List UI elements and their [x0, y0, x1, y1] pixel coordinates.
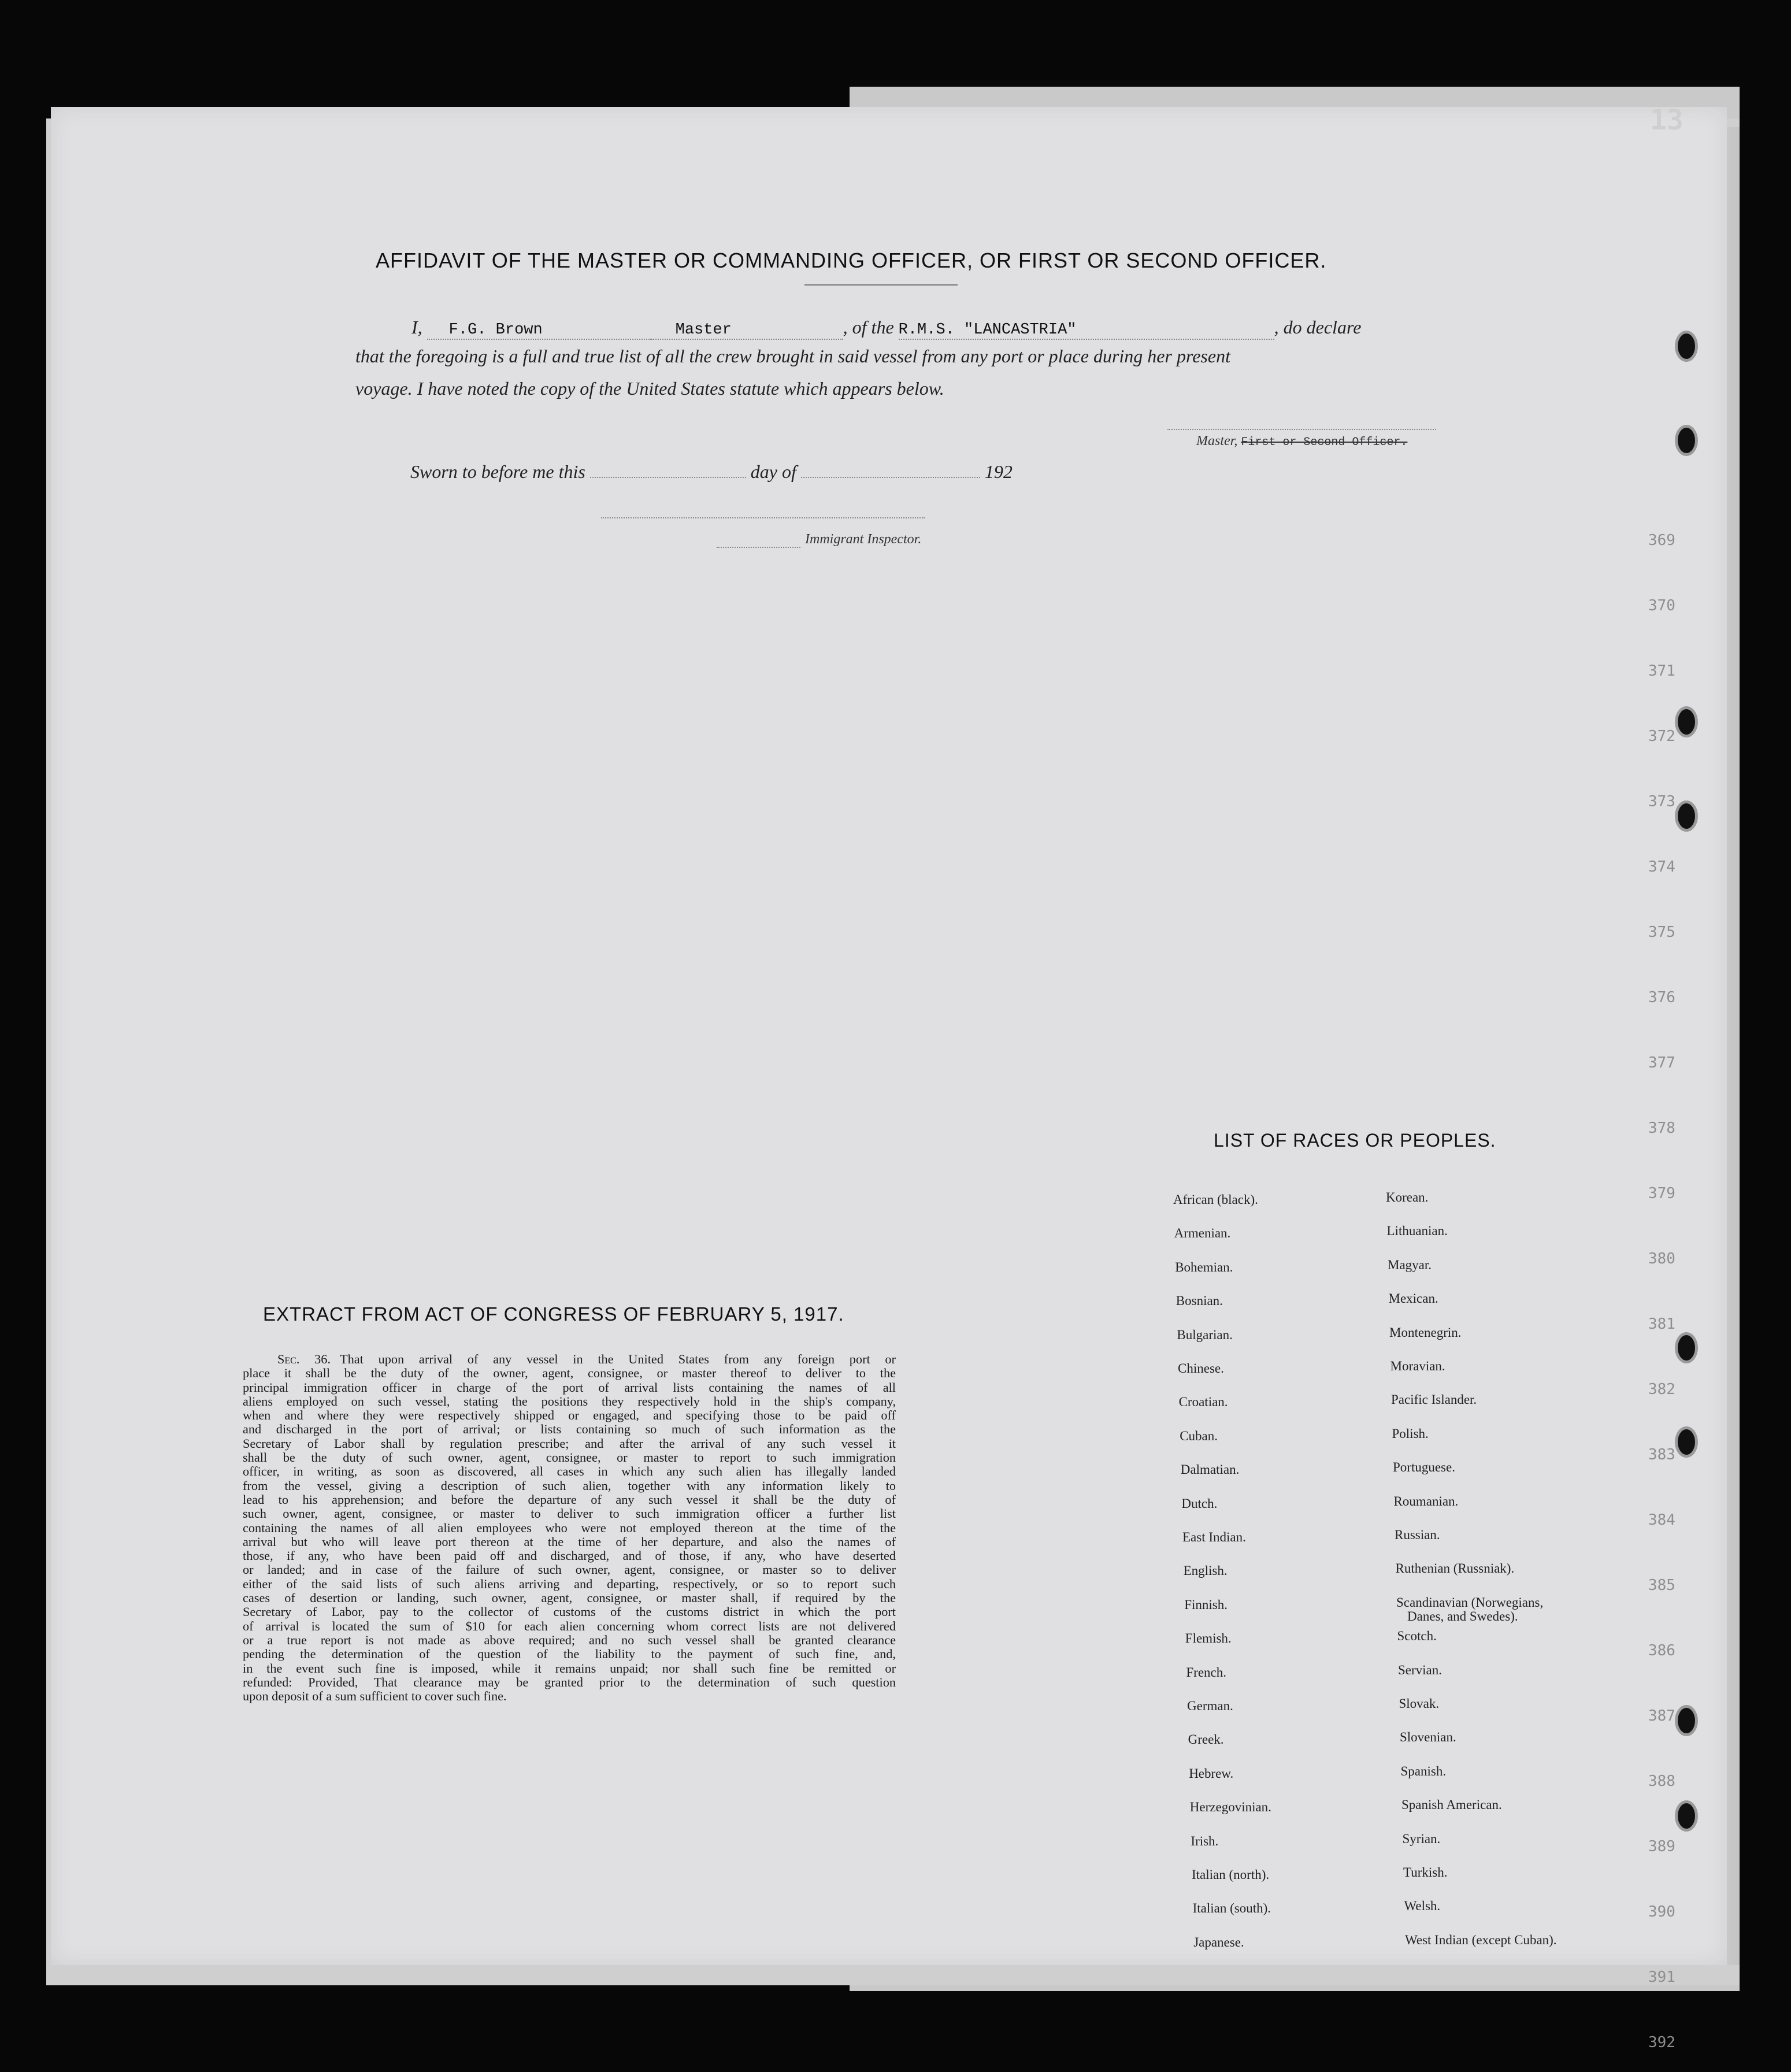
margin-number: 378	[1648, 1120, 1675, 1137]
race-item-left: Bulgarian.	[1177, 1327, 1233, 1342]
margin-number: 387	[1648, 1707, 1675, 1725]
affidavit-title: AFFIDAVIT OF THE MASTER OR COMMANDING OFFICER, OR FIRST OR SECOND OFFICER.	[376, 249, 1327, 272]
extract-body	[243, 1352, 896, 1703]
race-item-left: Finnish.	[1184, 1597, 1228, 1612]
margin-number: 374	[1648, 858, 1675, 876]
day-of-text: day of	[750, 461, 796, 482]
race-item-left: Bosnian.	[1176, 1293, 1223, 1309]
extract-line: or a true report is not made as above required; and no such vessel shall be granted clearance	[243, 1632, 896, 1647]
extract-line: cases of desertion or landing, such owner, agent, consignee, or master shall, if required by the	[243, 1591, 896, 1606]
margin-number: 372	[1648, 728, 1675, 745]
margin-number: 377	[1648, 1054, 1675, 1072]
race-item-right: Ruthenian (Russniak).	[1395, 1561, 1515, 1576]
margin-number: 385	[1648, 1577, 1675, 1594]
race-item-left: Irish.	[1191, 1833, 1219, 1848]
binding-hole-icon	[1675, 331, 1698, 362]
race-item-right: Servian.	[1398, 1662, 1443, 1677]
race-item-right: Turkish.	[1403, 1865, 1448, 1880]
master-rank: Master	[675, 321, 732, 339]
of-the-text: , of the	[843, 317, 894, 338]
sworn-text: Sworn to before me this	[410, 461, 585, 482]
race-item-right: Korean.	[1386, 1190, 1429, 1204]
race-item-left: German.	[1187, 1699, 1233, 1713]
extract-line: principal immigration officer in charge of the port of arrival lists containing the names of all	[243, 1380, 896, 1395]
section-label: Sec. 36.	[277, 1352, 331, 1366]
race-item-left: Chinese.	[1178, 1361, 1224, 1376]
extract-line: lead to his apprehension; and before the departure of any such vessel it shall be the duty of	[243, 1492, 896, 1507]
margin-number: 383	[1648, 1446, 1675, 1463]
extract-line: Secretary of Labor, pay to the collector of customs of the customs district in which the port	[243, 1604, 896, 1619]
extract-line: place it shall be the duty of the owner, agent, consignee, or master thereof to deliver to the	[243, 1366, 896, 1381]
race-item-left: Italian (north).	[1192, 1867, 1270, 1882]
margin-number: 388	[1648, 1773, 1675, 1790]
race-item-right: Spanish.	[1400, 1763, 1447, 1778]
extract-title: EXTRACT FROM ACT OF CONGRESS OF FEBRUARY 5, 1917.	[263, 1303, 844, 1325]
race-item-right: Magyar.	[1388, 1257, 1432, 1272]
extract-line: in the event such fine is imposed, while it remains unpaid; nor shall such fine be remitted or	[243, 1660, 896, 1676]
master-name: F.G. Brown	[448, 321, 543, 339]
binding-hole-icon	[1675, 1332, 1698, 1363]
extract-line: those, if any, who have been paid off and discharged, and of those, if any, who have deserted	[243, 1548, 896, 1563]
extract-line: shall be the duty of such owner, agent, consignee, or master to report to such immigration	[243, 1450, 896, 1465]
corner-page-mark: 13	[1650, 104, 1684, 136]
extract-line: of arrival is located the sum of $10 for each alien concerning whom correct lists are not delivered	[243, 1618, 896, 1633]
race-item-right: Slovak.	[1399, 1696, 1440, 1711]
margin-number: 381	[1648, 1315, 1675, 1333]
race-item-right: Portuguese.	[1393, 1460, 1455, 1475]
margin-number: 386	[1648, 1642, 1675, 1659]
inspector-signature-line	[601, 517, 925, 518]
extract-line: pending the determination of the question of the liability to the payment of such fine, and,	[243, 1647, 896, 1662]
race-item-right: West Indian (except Cuban).	[1405, 1932, 1557, 1947]
extract-line: or landed; and in case of the failure of such owner, agent, consignee, or master so to deliver	[243, 1562, 896, 1577]
race-item-right: Scotch.	[1397, 1629, 1437, 1644]
margin-number: 369	[1648, 532, 1675, 549]
race-item-right: Polish.	[1392, 1426, 1429, 1441]
do-declare-text: , do declare	[1274, 317, 1362, 338]
margin-number: 391	[1648, 1969, 1675, 1986]
race-scandinavian-cont: Danes, and Swedes).	[1407, 1609, 1518, 1624]
race-item-left: Bohemian.	[1175, 1259, 1233, 1274]
race-item-left: African (black).	[1173, 1192, 1258, 1207]
margin-number: 376	[1648, 989, 1675, 1006]
margin-number: 392	[1648, 2034, 1675, 2051]
race-item-left: Herzegovinian.	[1189, 1800, 1271, 1815]
margin-number: 380	[1648, 1250, 1675, 1267]
signature-role: Master, First or Second Officer.	[1196, 433, 1408, 449]
race-item-left: Greek.	[1188, 1732, 1224, 1747]
affidavit-line-2: that the foregoing is a full and true list of all the crew brought in said vessel from any port or place during her present	[355, 346, 1230, 366]
affidavit-i: I,	[411, 317, 422, 338]
margin-number: 384	[1648, 1511, 1675, 1529]
race-item-right: Pacific Islander.	[1391, 1392, 1477, 1407]
binding-hole-icon	[1675, 1800, 1698, 1832]
extract-line: officer, in writing, as soon as discovered, all cases in which any such alien has illegally landed	[243, 1464, 896, 1479]
extract-line: such owner, agent, consignee, or master to deliver to such immigration officer a further list	[243, 1506, 896, 1521]
race-item-left: Japanese.	[1193, 1934, 1244, 1949]
extract-line: aliens employed on such vessel, stating the positions they respectively hold in the ship's company,	[243, 1393, 896, 1408]
struck-officer-text: First or Second Officer.	[1241, 436, 1408, 449]
race-item-left: Dutch.	[1181, 1496, 1218, 1511]
sworn-line	[410, 461, 1013, 483]
margin-number: 371	[1648, 662, 1675, 680]
extract-line: either of the said lists of such aliens arriving and departing, respectively, or so to report such	[243, 1576, 896, 1591]
extract-line: arrival but who will leave port thereon at the time of her departure, and also the names of	[243, 1534, 896, 1549]
margin-number: 373	[1648, 793, 1675, 810]
margin-number: 370	[1648, 597, 1675, 614]
extract-line: from the vessel, giving a description of such alien, together with any information likely to	[243, 1478, 896, 1493]
inspector-short-line	[717, 547, 800, 548]
race-item-right: Mexican.	[1388, 1291, 1438, 1306]
race-item-left: Dalmatian.	[1180, 1462, 1240, 1477]
race-item-right: Welsh.	[1404, 1899, 1441, 1914]
race-item-left: Hebrew.	[1189, 1766, 1234, 1781]
year-text: 192	[984, 461, 1013, 482]
race-item-right: Scandinavian (Norwegians,	[1396, 1595, 1544, 1610]
extract-line: refunded: Provided, That clearance may be granted prior to the determination of such question	[243, 1674, 896, 1689]
extract-line: upon deposit of a sum sufficient to cover such fine.	[243, 1689, 507, 1704]
binding-hole-icon	[1675, 800, 1698, 832]
race-item-right: Montenegrin.	[1389, 1325, 1462, 1340]
race-item-left: Armenian.	[1174, 1226, 1231, 1241]
extract-line: containing the names of all alien employees who were not employed thereon at the time of the	[243, 1520, 896, 1535]
margin-number: 375	[1648, 924, 1675, 941]
race-item-right: Russian.	[1395, 1528, 1440, 1542]
binding-hole-icon	[1675, 425, 1698, 456]
race-item-right: Syrian.	[1402, 1831, 1441, 1846]
affidavit-line-3: voyage. I have noted the copy of the United States statute which appears below.	[355, 378, 944, 399]
extract-line: and discharged in the port of arrival; or lists containing so much of such information as the	[243, 1422, 896, 1437]
race-item-left: French.	[1186, 1665, 1227, 1680]
affidavit-line-1	[411, 317, 1361, 340]
extract-line: Sec. 36. That upon arrival of any vessel in the United States from any foreign port or	[277, 1352, 896, 1366]
binding-hole-icon	[1675, 706, 1698, 737]
inspector-label: Immigrant Inspector.	[805, 532, 922, 547]
race-item-right: Roumanian.	[1393, 1493, 1459, 1508]
race-item-left: Croatian.	[1178, 1395, 1228, 1410]
race-item-right: Lithuanian.	[1386, 1224, 1448, 1239]
extract-line: when and where they were respectively shipped or engaged, and specifying those to be paid off	[243, 1408, 896, 1423]
race-item-right: Moravian.	[1390, 1359, 1445, 1373]
extract-line: Secretary of Labor shall by regulation prescribe; and after the arrival of any such vessel it	[243, 1436, 896, 1451]
race-item-left: Italian (south).	[1192, 1901, 1271, 1916]
vessel-name: R.M.S. "LANCASTRIA"	[898, 321, 1077, 339]
races-title: LIST OF RACES OR PEOPLES.	[1214, 1130, 1496, 1151]
race-item-left: East Indian.	[1182, 1530, 1246, 1544]
margin-number: 379	[1648, 1185, 1675, 1202]
title-divider	[804, 284, 958, 286]
binding-hole-icon	[1675, 1705, 1698, 1736]
margin-number: 382	[1648, 1381, 1675, 1398]
master-signature-line	[1167, 429, 1436, 430]
binding-hole-icon	[1675, 1426, 1698, 1458]
race-item-left: English.	[1183, 1563, 1228, 1578]
race-item-left: Cuban.	[1180, 1428, 1218, 1443]
race-item-right: Slovenian.	[1400, 1730, 1456, 1745]
race-item-left: Flemish.	[1185, 1631, 1232, 1646]
race-item-right: Spanish American.	[1401, 1797, 1502, 1812]
margin-number: 389	[1648, 1838, 1675, 1855]
margin-number: 390	[1648, 1903, 1675, 1921]
